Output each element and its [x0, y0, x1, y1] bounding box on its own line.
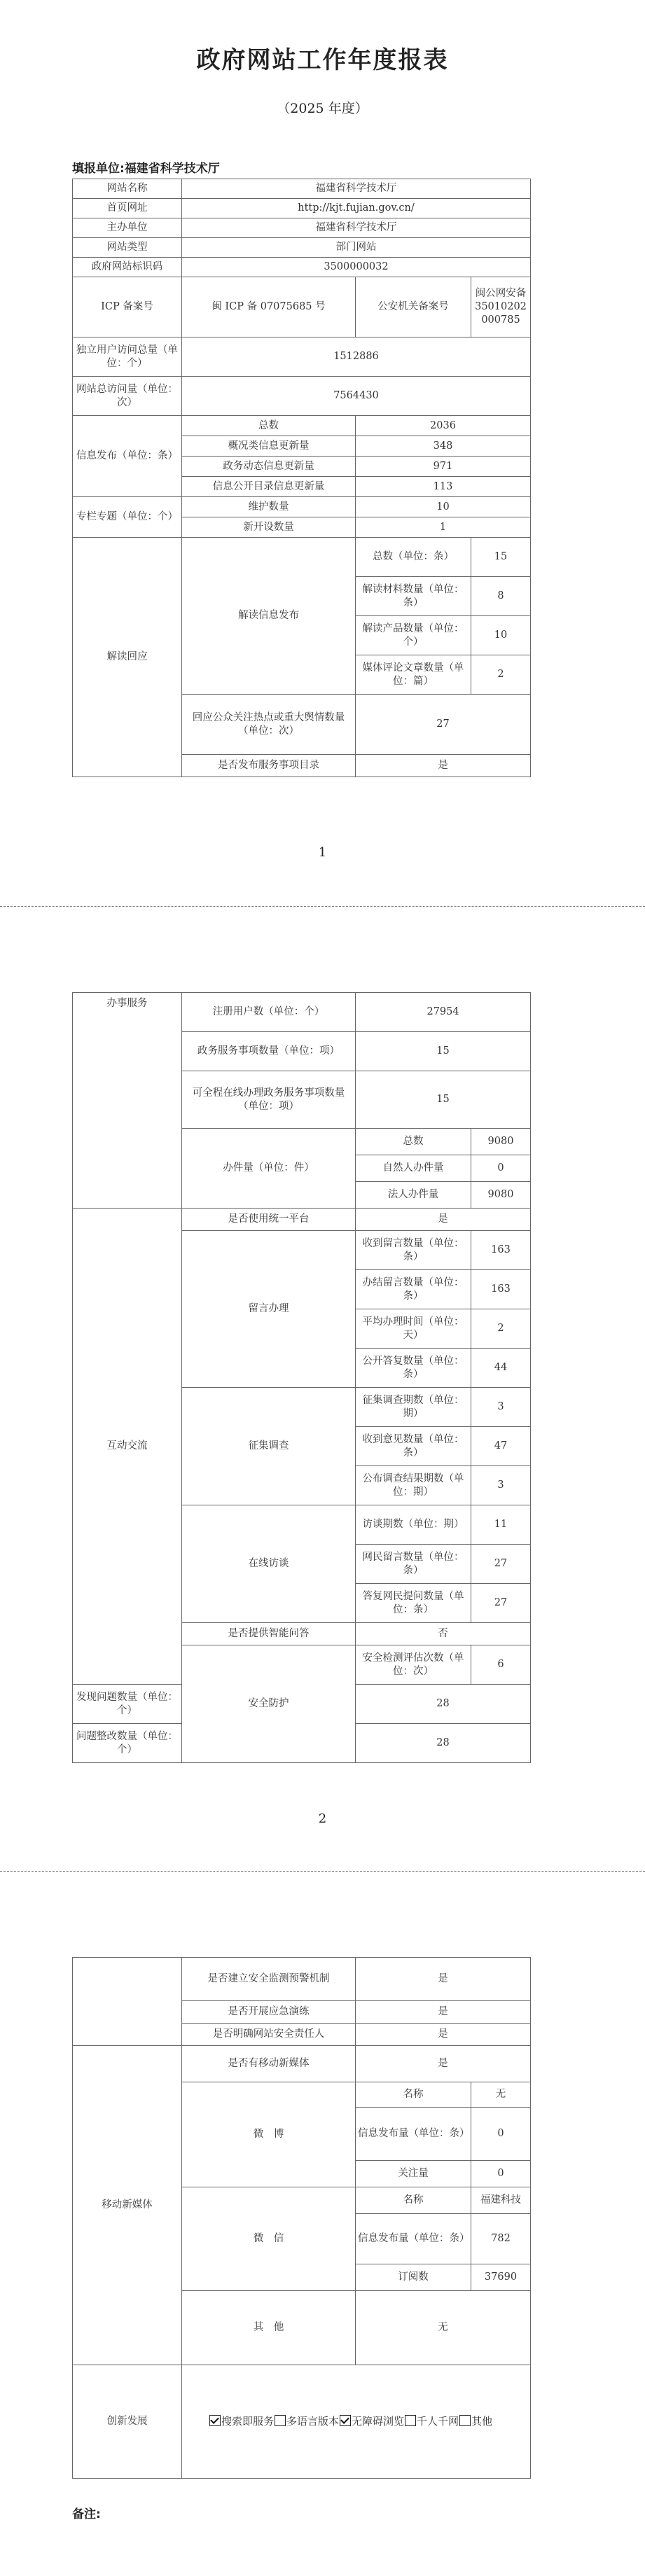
site-code-value: 3500000032: [182, 258, 531, 277]
message-row-value: 163: [471, 1231, 531, 1270]
message-row-value: 44: [471, 1349, 531, 1388]
smart-qa-label: 是否提供智能问答: [182, 1623, 356, 1645]
pv-value: 7564430: [182, 377, 531, 416]
wechat-row-value: 782: [471, 2214, 531, 2264]
message-row-label: 平均办理时间（单位：天）: [356, 1309, 471, 1349]
weibo-row-label: 名称: [356, 2082, 471, 2108]
site-type-value: 部门网站: [182, 238, 531, 258]
interpret-publish-label: 解读信息发布: [182, 538, 356, 695]
handled-row-label: 法人办件量: [356, 1182, 471, 1209]
service-items-value: 15: [356, 1032, 531, 1071]
icp-value: 闽 ICP 备 07075685 号: [182, 277, 356, 337]
mobile-label: 移动新媒体: [73, 2046, 182, 2365]
message-row-value: 2: [471, 1309, 531, 1349]
interview-label: 在线访谈: [182, 1505, 356, 1623]
publish-row-label: 政务动态信息更新量: [182, 457, 356, 477]
handled-row-value: 9080: [471, 1182, 531, 1209]
checkbox-checked-icon[interactable]: [209, 2415, 221, 2426]
message-row-value: 163: [471, 1270, 531, 1309]
handled-row-value: 9080: [471, 1129, 531, 1155]
handled-row-label: 总数: [356, 1129, 471, 1155]
message-row-label: 公开答复数量（单位：条）: [356, 1349, 471, 1388]
monitor-value: 是: [356, 1958, 531, 2001]
survey-row-value: 3: [471, 1466, 531, 1505]
page-divider: [0, 1871, 645, 1872]
survey-row-value: 3: [471, 1388, 531, 1427]
interpret-row-label: 媒体评论文章数量（单位：篇）: [356, 655, 471, 695]
platform-value: 是: [356, 1209, 531, 1231]
publish-row-label: 概况类信息更新量: [182, 436, 356, 457]
topics-row-label: 新开设数量: [182, 517, 356, 538]
smart-qa-value: 否: [356, 1623, 531, 1645]
option-other: 其他: [471, 2414, 493, 2428]
owner-label: 是否明确网站安全责任人: [182, 2024, 356, 2046]
wechat-row-value: 福建科技: [471, 2187, 531, 2214]
topics-row-value: 10: [356, 497, 531, 517]
weibo-row-label: 信息发布量（单位：条）: [356, 2108, 471, 2161]
checkbox-unchecked-icon[interactable]: [275, 2415, 286, 2426]
survey-label: 征集调查: [182, 1388, 356, 1505]
interview-row-label: 访谈期数（单位：期）: [356, 1505, 471, 1545]
report-year: （2025 年度）: [277, 101, 368, 116]
security-cont-cell: [73, 1958, 182, 2046]
survey-row-value: 47: [471, 1427, 531, 1466]
sponsor-label: 主办单位: [73, 218, 182, 238]
weibo-row-value: 0: [471, 2161, 531, 2187]
interpret-row-label: 解读材料数量（单位：条）: [356, 577, 471, 616]
interpret-row-value: 15: [471, 538, 531, 577]
page-number: 1: [318, 845, 327, 860]
survey-row-label: 收到意见数量（单位：条）: [356, 1427, 471, 1466]
uv-value: 1512886: [182, 337, 531, 377]
wechat-row-label: 名称: [356, 2187, 471, 2214]
has-mobile-value: 是: [356, 2046, 531, 2082]
handled-label: 办件量（单位：件）: [182, 1129, 356, 1209]
interview-row-value: 27: [471, 1545, 531, 1584]
hot-response-label: 回应公众关注热点或重大舆情数量（单位：次）: [182, 695, 356, 755]
checkbox-unchecked-icon[interactable]: [405, 2415, 416, 2426]
security-row-label: 问题整改数量（单位：个）: [73, 1724, 182, 1763]
survey-row-label: 公布调查结果期数（单位：期）: [356, 1466, 471, 1505]
message-label: 留言办理: [182, 1231, 356, 1388]
publish-row-label: 信息公开目录信息更新量: [182, 477, 356, 497]
hot-response-value: 27: [356, 695, 531, 755]
drill-label: 是否开展应急演练: [182, 2001, 356, 2024]
option-multilingual: 多语言版本: [286, 2414, 340, 2428]
topics-label: 专栏专题（单位：个）: [73, 497, 182, 538]
innovation-options: [182, 2365, 531, 2479]
owner-value: 是: [356, 2024, 531, 2046]
site-name-label: 网站名称: [73, 179, 182, 199]
interact-label: 互动交流: [73, 1209, 182, 1685]
url-label: 首页网址: [73, 199, 182, 218]
publish-row-value: 348: [356, 436, 531, 457]
has-mobile-label: 是否有移动新媒体: [182, 2046, 356, 2082]
interview-row-label: 网民留言数量（单位：条）: [356, 1545, 471, 1584]
security-row-label: 安全检测评估次数（单位：次）: [356, 1645, 471, 1685]
checkbox-checked-icon[interactable]: [340, 2415, 351, 2426]
message-row-label: 办结留言数量（单位：条）: [356, 1270, 471, 1309]
interpret-row-value: 10: [471, 616, 531, 655]
platform-label: 是否使用统一平台: [182, 1209, 356, 1231]
checkbox-unchecked-icon[interactable]: [459, 2415, 471, 2426]
service-catalog-label: 是否发布服务事项目录: [182, 755, 356, 777]
option-search-service: 搜索即服务: [221, 2414, 275, 2428]
report-table-page-2: [72, 992, 531, 1763]
interpret-row-label: 总数（单位：条）: [356, 538, 471, 577]
security-row-value: 28: [356, 1724, 531, 1763]
weibo-row-label: 关注量: [356, 2161, 471, 2187]
security-row-value: 6: [471, 1645, 531, 1685]
icp-label: ICP 备案号: [73, 277, 182, 337]
publish-label: 信息发布（单位：条）: [73, 416, 182, 497]
weibo-label: 微 博: [182, 2082, 356, 2187]
site-name-value: 福建省科学技术厅: [182, 179, 531, 199]
innovation-label: 创新发展: [73, 2365, 182, 2479]
monitor-label: 是否建立安全监测预警机制: [182, 1958, 356, 2001]
wechat-row-label: 信息发布量（单位：条）: [356, 2214, 471, 2264]
survey-row-label: 征集调查期数（单位：期）: [356, 1388, 471, 1427]
publish-row-label: 总数: [182, 416, 356, 436]
option-personalized: 千人千网: [417, 2414, 459, 2428]
other-media-value: 无: [356, 2291, 531, 2365]
security-label: 安全防护: [182, 1645, 356, 1763]
drill-value: 是: [356, 2001, 531, 2024]
psb-label: 公安机关备案号: [356, 277, 471, 337]
message-row-label: 收到留言数量（单位：条）: [356, 1231, 471, 1270]
publish-row-value: 113: [356, 477, 531, 497]
wechat-row-value: 37690: [471, 2264, 531, 2291]
sponsor-value: 福建省科学技术厅: [182, 218, 531, 238]
url-value: http://kjt.fujian.gov.cn/: [182, 199, 531, 218]
page-number: 2: [318, 1811, 327, 1826]
handled-row-label: 自然人办件量: [356, 1155, 471, 1182]
filler-unit: 填报单位:福建省科学技术厅: [72, 162, 220, 176]
weibo-row-value: 0: [471, 2108, 531, 2161]
innovation-option-list: [209, 2415, 492, 2428]
psb-value: 闽公网安备 35010202000785: [471, 277, 531, 337]
security-row-label: 发现问题数量（单位：个）: [73, 1685, 182, 1724]
interpret-row-value: 8: [471, 577, 531, 616]
interview-row-label: 答复网民提问数量（单位：条）: [356, 1584, 471, 1623]
report-table-page-3: [72, 1957, 531, 2479]
handled-row-value: 0: [471, 1155, 531, 1182]
security-row-value: 28: [356, 1685, 531, 1724]
other-media-label: 其 他: [182, 2291, 356, 2365]
remarks-label: 备注:: [72, 2507, 101, 2521]
site-code-label: 政府网站标识码: [73, 258, 182, 277]
topics-row-label: 维护数量: [182, 497, 356, 517]
publish-row-value: 2036: [356, 416, 531, 436]
report-table-page-1: [72, 179, 531, 777]
page-divider: [0, 906, 645, 907]
interview-row-value: 27: [471, 1584, 531, 1623]
interpret-row-value: 2: [471, 655, 531, 695]
wechat-label: 微 信: [182, 2187, 356, 2291]
service-label: 办事服务: [73, 993, 182, 1209]
interview-row-value: 11: [471, 1505, 531, 1545]
page-title: 政府网站工作年度报表: [196, 46, 449, 74]
interpret-label: 解读回应: [73, 538, 182, 777]
online-items-label: 可全程在线办理政务服务事项数量（单位：项）: [182, 1071, 356, 1129]
weibo-row-value: 无: [471, 2082, 531, 2108]
reg-users-label: 注册用户数（单位：个）: [182, 993, 356, 1032]
site-type-label: 网站类型: [73, 238, 182, 258]
wechat-row-label: 订阅数: [356, 2264, 471, 2291]
service-items-label: 政务服务事项数量（单位：项）: [182, 1032, 356, 1071]
service-catalog-value: 是: [356, 755, 531, 777]
option-accessibility: 无障碍浏览: [352, 2414, 405, 2428]
reg-users-value: 27954: [356, 993, 531, 1032]
pv-label: 网站总访问量（单位：次）: [73, 377, 182, 416]
publish-row-value: 971: [356, 457, 531, 477]
uv-label: 独立用户访问总量（单位：个）: [73, 337, 182, 377]
topics-row-value: 1: [356, 517, 531, 538]
interpret-row-label: 解读产品数量（单位：个）: [356, 616, 471, 655]
online-items-value: 15: [356, 1071, 531, 1129]
